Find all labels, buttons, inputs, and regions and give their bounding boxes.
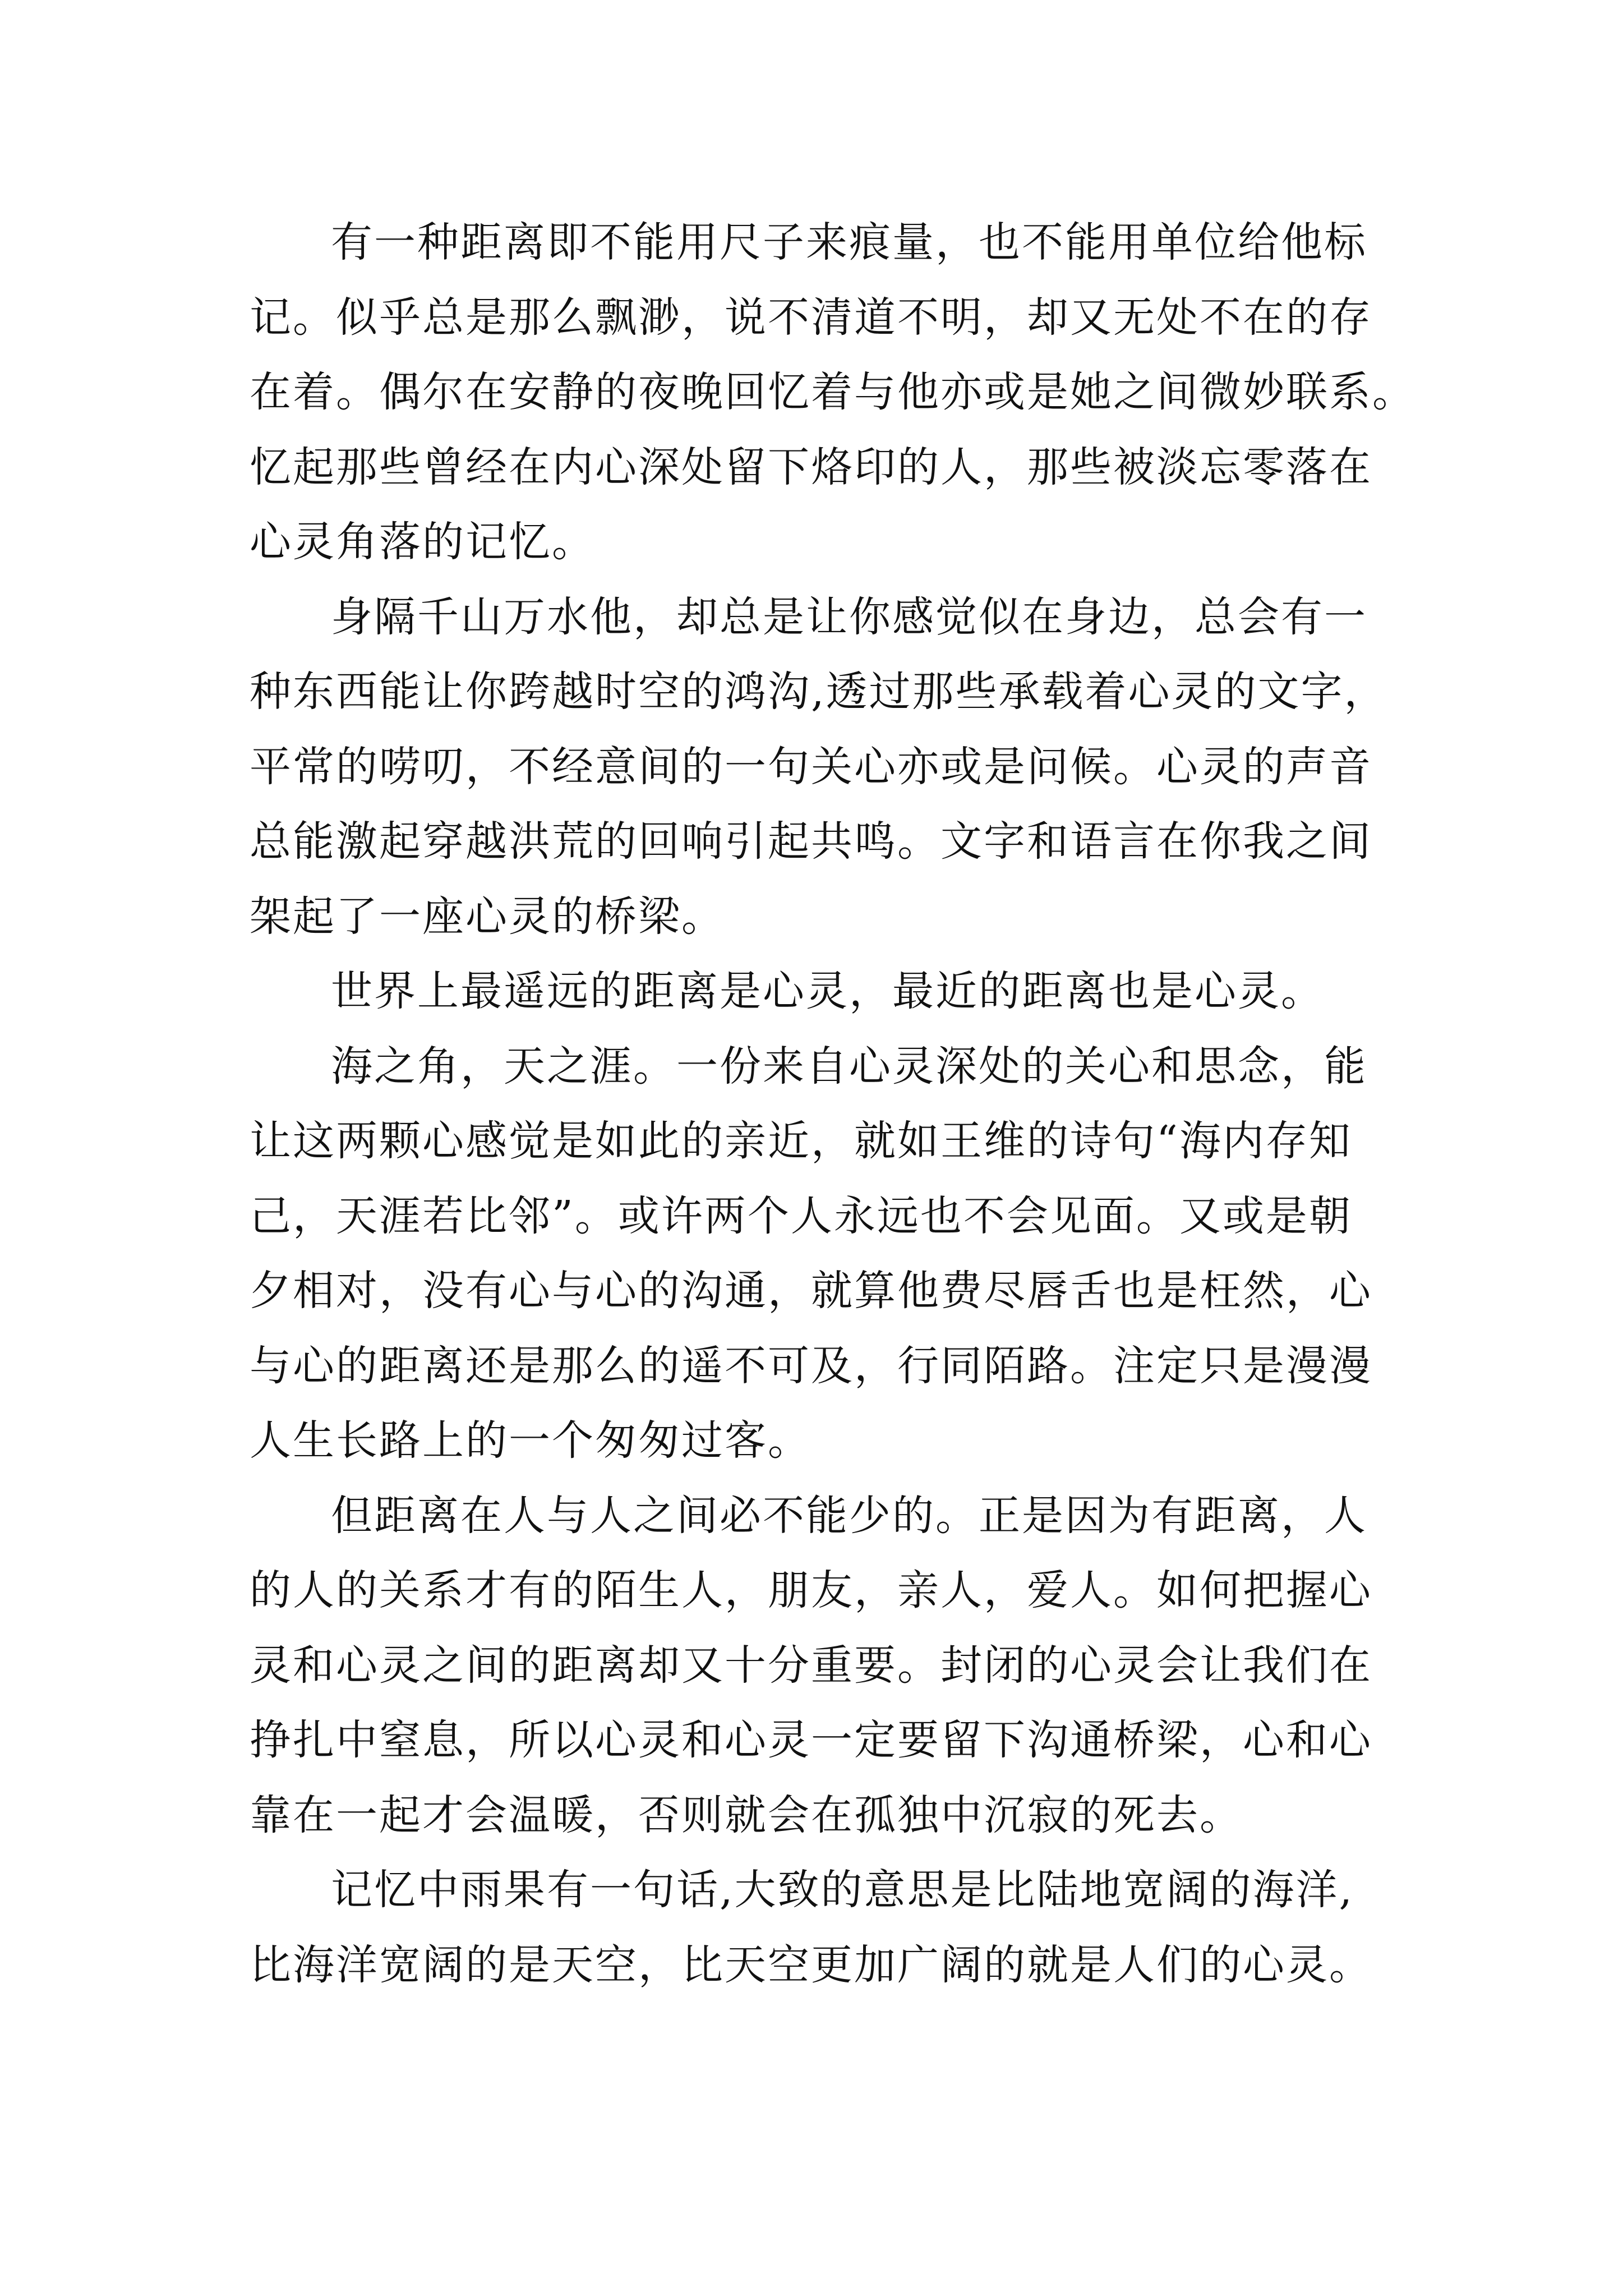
paragraph-line: 挣扎中窒息，所以心灵和心灵一定要留下沟通桥梁，心和心 [250,1716,1372,1764]
paragraph-line: 在着。偶尔在安静的夜晚回忆着与他亦或是她之间微妙联系。 [250,368,1415,416]
paragraph-line: 记忆中雨果有一句话,大致的意思是比陆地宽阔的海洋, [331,1866,1354,1914]
paragraph-line: 己，天涯若比邻”。或许两个人永远也不会见面。又或是朝 [250,1192,1352,1240]
paragraph-line: 海之角，天之涯。一份来自心灵深处的关心和思念，能 [331,1042,1367,1091]
paragraph-line: 忆起那些曾经在内心深处留下烙印的人，那些被淡忘零落在 [250,443,1372,491]
paragraph-line: 比海洋宽阔的是天空，比天空更加广阔的就是人们的心灵。 [250,1941,1372,1989]
paragraph-line: 与心的距离还是那么的遥不可及，行同陌路。注定只是漫漫 [250,1342,1372,1390]
paragraph-line: 有一种距离即不能用尺子来痕量，也不能用单位给他标 [331,218,1367,266]
paragraph-line: 靠在一起才会温暖，否则就会在孤独中沉寂的死去。 [250,1791,1243,1839]
paragraph-line: 平常的唠叨，不经意间的一句关心亦或是问候。心灵的声音 [250,743,1372,791]
paragraph-line: 记。似乎总是那么飘渺，说不清道不明，却又无处不在的存 [250,293,1372,342]
paragraph-line: 但距离在人与人之间必不能少的。正是因为有距离，人 [331,1492,1367,1540]
paragraph-line: 种东西能让你跨越时空的鸿沟,透过那些承载着心灵的文字， [250,668,1387,716]
paragraph-line: 让这两颗心感觉是如此的亲近，就如王维的诗句“海内存知 [250,1117,1352,1165]
paragraph-line: 心灵角落的记忆。 [250,518,595,566]
paragraph-line: 灵和心灵之间的距离却又十分重要。封闭的心灵会让我们在 [250,1641,1372,1690]
paragraph-line: 夕相对，没有心与心的沟通，就算他费尽唇舌也是枉然，心 [250,1267,1372,1315]
paragraph-line: 的人的关系才有的陌生人，朋友，亲人，爱人。如何把握心 [250,1566,1372,1614]
paragraph-line: 世界上最遥远的距离是心灵，最近的距离也是心灵。 [331,967,1324,1015]
paragraph-line: 总能激起穿越洪荒的回响引起共鸣。文字和语言在你我之间 [250,817,1372,866]
paragraph-line: 人生长路上的一个匆匆过客。 [250,1416,811,1465]
paragraph-line: 身隔千山万水他，却总是让你感觉似在身边，总会有一 [331,593,1367,641]
paragraph-line: 架起了一座心灵的桥梁。 [250,892,725,941]
